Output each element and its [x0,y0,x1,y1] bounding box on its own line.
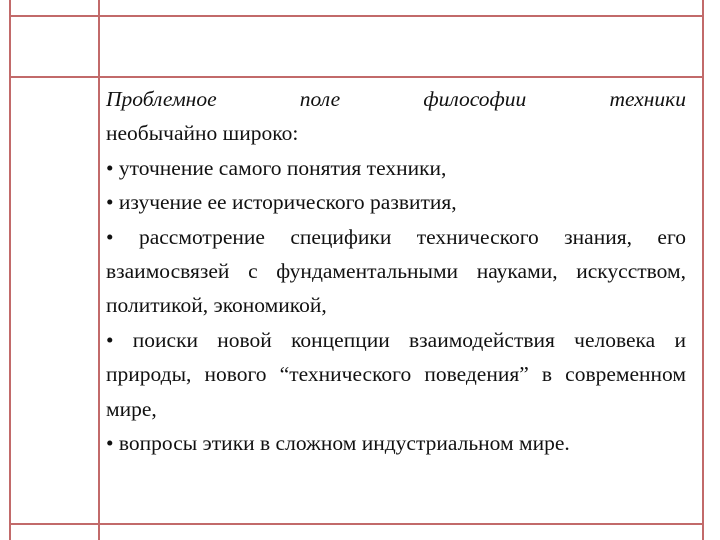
frame-left-border [9,0,11,540]
bullet-item: • изучение ее исторического развития, [106,190,457,215]
bullet-item: • рассмотрение специфики технического знания, его взаимосвязей с фундаментальными науками, искусством, политикой, экономикой, [106,224,686,318]
frame-bottom-border [9,523,704,525]
slide-body [106,82,686,460]
heading-italic: Проблемное поле философии техники [106,87,686,111]
bullet-item: • вопросы этики в сложном индустриальном мире. [106,431,570,456]
heading-rest: необычайно широко: [106,121,299,146]
bullet-item: • уточнение самого понятия техники, [106,155,447,180]
frame-right-border [702,0,704,540]
bullet-item: • поиски новой концепции взаимодействия человека и природы, нового “технического поведения” в современном мире, [106,327,686,421]
intro-paragraph [106,82,686,151]
frame-top-border [9,15,704,17]
frame-column-divider [98,0,100,540]
frame-header-divider [9,76,704,78]
